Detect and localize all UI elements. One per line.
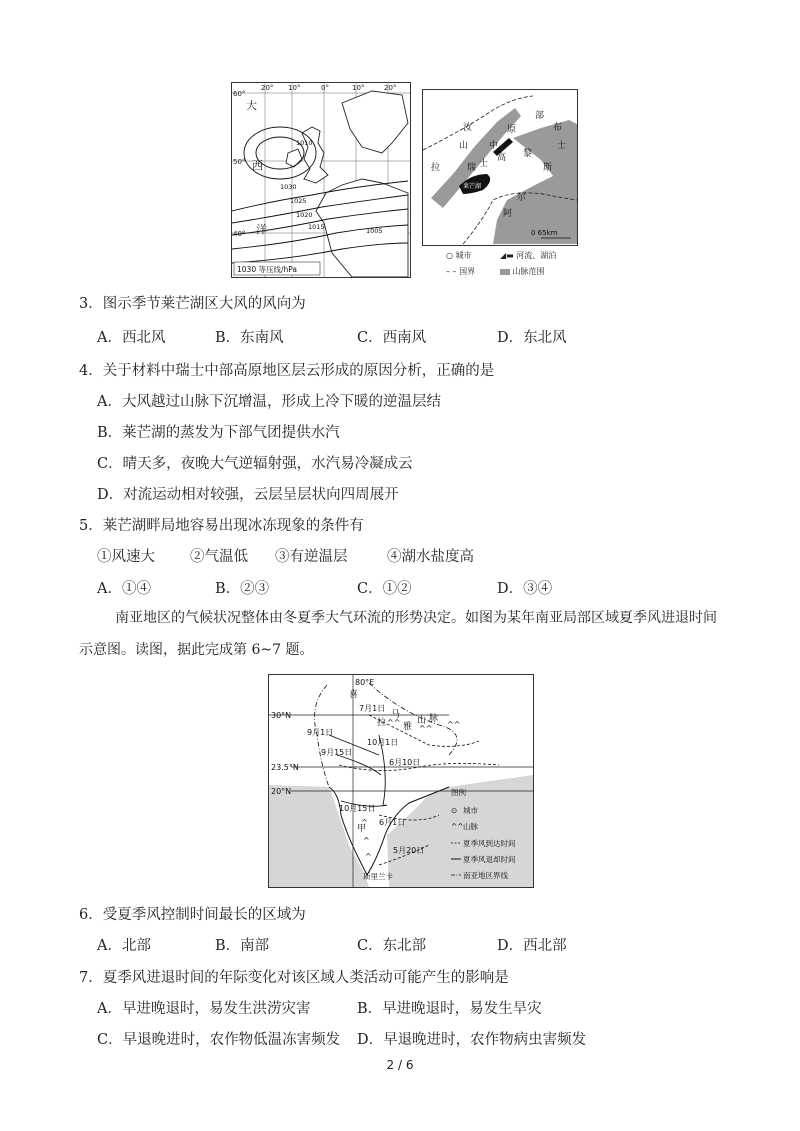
ocean-label: 洋	[256, 223, 267, 236]
q3-option-a[interactable]: A．西北风	[97, 330, 166, 346]
lake-geneva-map	[422, 89, 578, 246]
legend-city: 城市	[455, 251, 472, 260]
question-7-stem: 7．夏季风进退时间的年际变化对该区域人类活动可能产生的影响是	[79, 970, 509, 986]
map-label: 斯	[543, 163, 553, 173]
date-label: 9月15日	[321, 748, 353, 757]
q6-option-d[interactable]: D．西北部	[497, 938, 567, 954]
q4-option-d[interactable]: D．对流运动相对较强，云层呈层状向四周展开	[97, 487, 399, 503]
lon-tick: 20°	[384, 84, 397, 92]
q4-option-c[interactable]: C．晴天多，夜晚大气逆辐射强，水汽易冷凝成云	[97, 456, 413, 472]
date-label: 6月1日	[379, 818, 406, 827]
scale-bar: 0 65km	[531, 229, 558, 237]
date-label: 6月10日	[389, 758, 421, 767]
legend-mountain: 山脉范围	[512, 267, 545, 276]
lake-label: 莱芒湖	[463, 183, 482, 190]
question-4-stem: 4．关于材料中瑞士中部高原地区层云形成的原因分析，正确的是	[79, 363, 495, 379]
q6-option-b[interactable]: B．南部	[215, 938, 270, 954]
date-label: 7月1日	[359, 704, 386, 713]
q6-option-c[interactable]: C．东北部	[357, 938, 427, 954]
map-label: 脉	[429, 714, 439, 724]
map-label: 拉	[377, 718, 387, 728]
south-asia-monsoon-map	[268, 674, 534, 888]
srilanka-label: 斯里兰卡	[363, 872, 393, 881]
legend-boundary: 南亚地区界线	[463, 871, 508, 880]
passage-line-1: 南亚地区的气候状况整体由冬夏季大气环流的形势决定。如图为某年南亚局部区域夏季风进退时间	[115, 610, 717, 626]
q7-option-c[interactable]: C．早退晚进时，农作物低温冻害频发	[97, 1032, 341, 1048]
city-icon: ⊙	[451, 806, 458, 815]
lat-tick: 60°	[233, 90, 246, 98]
isobar-label: 1010	[296, 139, 313, 147]
south-asia-monsoon-svg	[269, 675, 533, 887]
map-label: 雅	[403, 722, 413, 732]
map-label: 喜	[349, 690, 359, 700]
q3-option-c[interactable]: C．西南风	[357, 330, 427, 346]
q5-condition: ③有逆温层	[275, 549, 348, 565]
map-label: 山	[459, 141, 469, 151]
svg-text:^^: ^^	[419, 724, 433, 733]
q5-condition: ②气温低	[190, 549, 248, 565]
map-legend	[446, 266, 475, 277]
question-3-stem: 3．图示季节莱芒湖区大风的风向为	[79, 296, 306, 312]
map-legend	[500, 266, 545, 277]
lat-label: 23.5°N	[271, 763, 299, 772]
q3-option-b[interactable]: B．东南风	[215, 330, 284, 346]
date-label: 10月1日	[367, 738, 399, 747]
city-icon: ○	[446, 251, 456, 260]
map-label: 高	[497, 153, 507, 163]
isobar-label: 1015	[308, 223, 325, 231]
legend-border: 国界	[459, 267, 476, 276]
q3-option-d[interactable]: D．东北风	[497, 330, 567, 346]
q5-condition: ①风速大	[97, 549, 155, 565]
question-5-stem: 5．莱芒湖畔局地容易出现冰冻现象的条件有	[79, 518, 364, 534]
europe-pressure-map	[231, 82, 411, 278]
lat-label: 30°N	[271, 711, 292, 720]
map-label: 原	[507, 125, 517, 135]
mountain-icon: ^^	[451, 822, 464, 831]
map-label: 士	[479, 159, 489, 169]
isobar-label: 1005	[366, 227, 383, 235]
legend-retreat: 夏季风退却时间	[463, 855, 516, 864]
svg-text:^: ^	[361, 818, 368, 827]
isobar-label: 1030	[280, 183, 297, 191]
passage-line-2: 示意图。读图，据此完成第 6~7 题。	[79, 642, 314, 658]
q4-option-a[interactable]: A．大风越过山脉下沉增温，形成上冷下暖的逆温层结	[97, 394, 441, 410]
ocean-label: 西	[252, 159, 263, 172]
lon-label: 80°E	[355, 678, 375, 687]
q5-option-b[interactable]: B．②③	[215, 581, 270, 597]
q4-option-b[interactable]: B．莱芒湖的蒸发为下部气团提供水汽	[97, 425, 340, 441]
mountain-range-icon	[500, 269, 510, 275]
ocean-label: 大	[246, 99, 257, 112]
q6-option-a[interactable]: A．北部	[97, 938, 151, 954]
q5-option-a[interactable]: A．①④	[97, 581, 151, 597]
svg-text:^: ^	[365, 852, 372, 861]
map-label: 马	[391, 710, 401, 720]
isobar-legend: 1030 等压线/hPa	[237, 265, 298, 274]
lat-label: 20°N	[271, 787, 292, 796]
lon-tick: 10°	[288, 84, 301, 92]
map-label: 士	[557, 141, 567, 151]
q7-option-a[interactable]: A．早进晚退时，易发生洪涝灾害	[97, 1001, 311, 1017]
q5-condition: ④湖水盐度高	[387, 549, 474, 565]
q7-option-b[interactable]: B．早进晚退时，易发生旱灾	[357, 1001, 542, 1017]
map-label: 布	[553, 123, 563, 133]
question-6-stem: 6．受夏季风控制时间最长的区域为	[79, 907, 306, 923]
svg-text:^^: ^^	[387, 718, 401, 727]
border-icon: – –	[446, 267, 460, 276]
map-label: 部	[535, 111, 545, 121]
river-icon: ◢▬	[500, 251, 517, 260]
page-number: 2 / 6	[386, 1058, 414, 1072]
map-label: 黎	[523, 149, 533, 159]
lake-geneva-map-svg	[423, 90, 577, 245]
legend-arrival: 夏季风到达时间	[463, 839, 516, 848]
legend-title: 图例	[451, 788, 466, 797]
map-label: 中	[489, 141, 499, 151]
lat-tick: 50°	[233, 158, 246, 166]
map-label: 尔	[517, 193, 527, 203]
date-label: 5月20日	[393, 846, 425, 855]
map-label: 阿	[503, 209, 513, 219]
map-label: 山	[417, 716, 427, 726]
lon-tick: 20°	[261, 84, 274, 92]
isobar-label: 1025	[290, 197, 307, 205]
q7-option-d[interactable]: D．早退晚进时，农作物病虫害频发	[357, 1032, 587, 1048]
q5-option-d[interactable]: D．③④	[497, 581, 553, 597]
svg-text:^^: ^^	[447, 720, 461, 729]
map-label: 甲	[357, 824, 367, 834]
map-label: 拉	[431, 163, 441, 173]
map-legend	[500, 250, 556, 261]
map-legend	[446, 250, 472, 261]
date-label: 10月15日	[339, 804, 376, 813]
europe-pressure-map-svg	[232, 83, 410, 277]
isobar-label: 1020	[296, 211, 313, 219]
date-label: 9月1日	[307, 728, 334, 737]
legend-mountain: 山脉	[463, 822, 478, 831]
lon-tick: 0°	[321, 84, 329, 92]
lat-tick: 40°	[233, 230, 246, 238]
map-label: 瑞	[467, 163, 477, 173]
lon-tick: 10°	[352, 84, 365, 92]
map-label: 汝	[463, 123, 473, 133]
q5-option-c[interactable]: C．①②	[357, 581, 412, 597]
legend-city: 城市	[463, 806, 478, 815]
svg-text:^: ^	[363, 836, 370, 845]
legend-river: 河流、湖泊	[516, 251, 557, 260]
